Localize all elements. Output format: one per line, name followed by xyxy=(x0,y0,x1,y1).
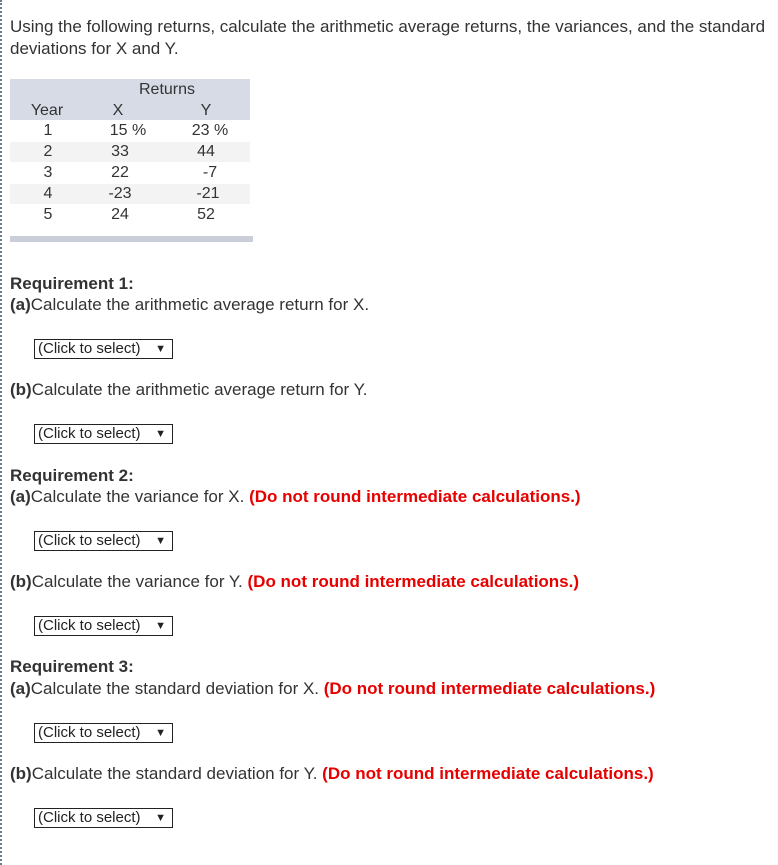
rounding-note: (Do not round intermediate calculations.) xyxy=(322,764,654,783)
col-header-x: X xyxy=(112,102,124,119)
table-cell-y: -7 xyxy=(202,164,218,181)
req1-question-b xyxy=(10,379,368,401)
req3-answer-b-select[interactable] xyxy=(34,808,173,828)
question-text: Calculate the arithmetic average return for Y. xyxy=(31,380,368,399)
table-footer-bar xyxy=(10,236,253,242)
part-label: (a) xyxy=(10,679,31,698)
rounding-note: (Do not round intermediate calculations.) xyxy=(323,679,656,698)
col-header-y: Y xyxy=(200,102,212,119)
chevron-down-icon: ▼ xyxy=(155,812,166,824)
req2-answer-b-select[interactable] xyxy=(34,616,173,636)
part-label: (b) xyxy=(10,572,32,591)
requirement-2-title: Requirement 2: xyxy=(10,466,134,485)
part-label: (a) xyxy=(10,487,31,506)
req2-question-b xyxy=(10,571,579,593)
table-cell-y: 44 xyxy=(197,143,215,160)
table-cell-x: 24 xyxy=(111,206,129,223)
requirement-1-title: Requirement 1: xyxy=(10,274,134,293)
table-cell-y: 23 % xyxy=(191,122,229,139)
chevron-down-icon: ▼ xyxy=(155,535,166,547)
table-cell-year: 2 xyxy=(43,143,53,160)
part-label: (a) xyxy=(10,295,31,314)
chevron-down-icon: ▼ xyxy=(155,343,166,355)
req1-answer-b-select[interactable] xyxy=(34,424,173,444)
col-header-year: Year xyxy=(30,102,64,119)
question-text: Calculate the arithmetic average return for X. xyxy=(30,295,370,314)
chevron-down-icon: ▼ xyxy=(155,727,166,739)
question-text: Calculate the variance for X. xyxy=(30,487,250,506)
req3-question-a xyxy=(10,678,655,700)
rounding-note: (Do not round intermediate calculations.) xyxy=(249,487,581,506)
req3-question-b xyxy=(10,763,654,785)
table-cell-year: 3 xyxy=(43,164,53,181)
req2-question-a xyxy=(10,486,581,508)
requirement-3-title: Requirement 3: xyxy=(10,657,134,676)
question-text: Calculate the standard deviation for X. xyxy=(30,679,324,698)
table-cell-year: 4 xyxy=(43,185,53,202)
returns-group-header: Returns xyxy=(138,81,196,98)
req1-answer-a-select[interactable] xyxy=(34,339,173,359)
part-label: (b) xyxy=(10,380,32,399)
rounding-note: (Do not round intermediate calculations.) xyxy=(247,572,580,591)
table-cell-x: 33 xyxy=(111,143,129,160)
select-label: (Click to select) xyxy=(38,425,141,442)
question-text: Calculate the standard deviation for Y. xyxy=(31,764,323,783)
req3-answer-a-select[interactable] xyxy=(34,723,173,743)
chevron-down-icon: ▼ xyxy=(155,428,166,440)
select-label: (Click to select) xyxy=(38,532,141,549)
req2-answer-a-select[interactable] xyxy=(34,531,173,551)
table-cell-x: -23 xyxy=(108,185,132,202)
table-cell-y: 52 xyxy=(197,206,215,223)
table-cell-x: 22 xyxy=(111,164,129,181)
select-label: (Click to select) xyxy=(38,340,141,357)
intro-text: Using the following returns, calculate the arithmetic average returns, the variances, and the standard deviations for X and Y. xyxy=(10,17,766,58)
table-cell-year: 1 xyxy=(43,122,53,139)
table-cell-x: 15 % xyxy=(109,122,147,139)
select-label: (Click to select) xyxy=(38,617,141,634)
select-label: (Click to select) xyxy=(38,724,141,741)
part-label: (b) xyxy=(10,764,32,783)
question-text: Calculate the variance for Y. xyxy=(31,572,248,591)
select-label: (Click to select) xyxy=(38,809,141,826)
req1-question-a xyxy=(10,294,369,316)
table-cell-year: 5 xyxy=(43,206,53,223)
chevron-down-icon: ▼ xyxy=(155,620,166,632)
table-cell-y: -21 xyxy=(196,185,220,202)
